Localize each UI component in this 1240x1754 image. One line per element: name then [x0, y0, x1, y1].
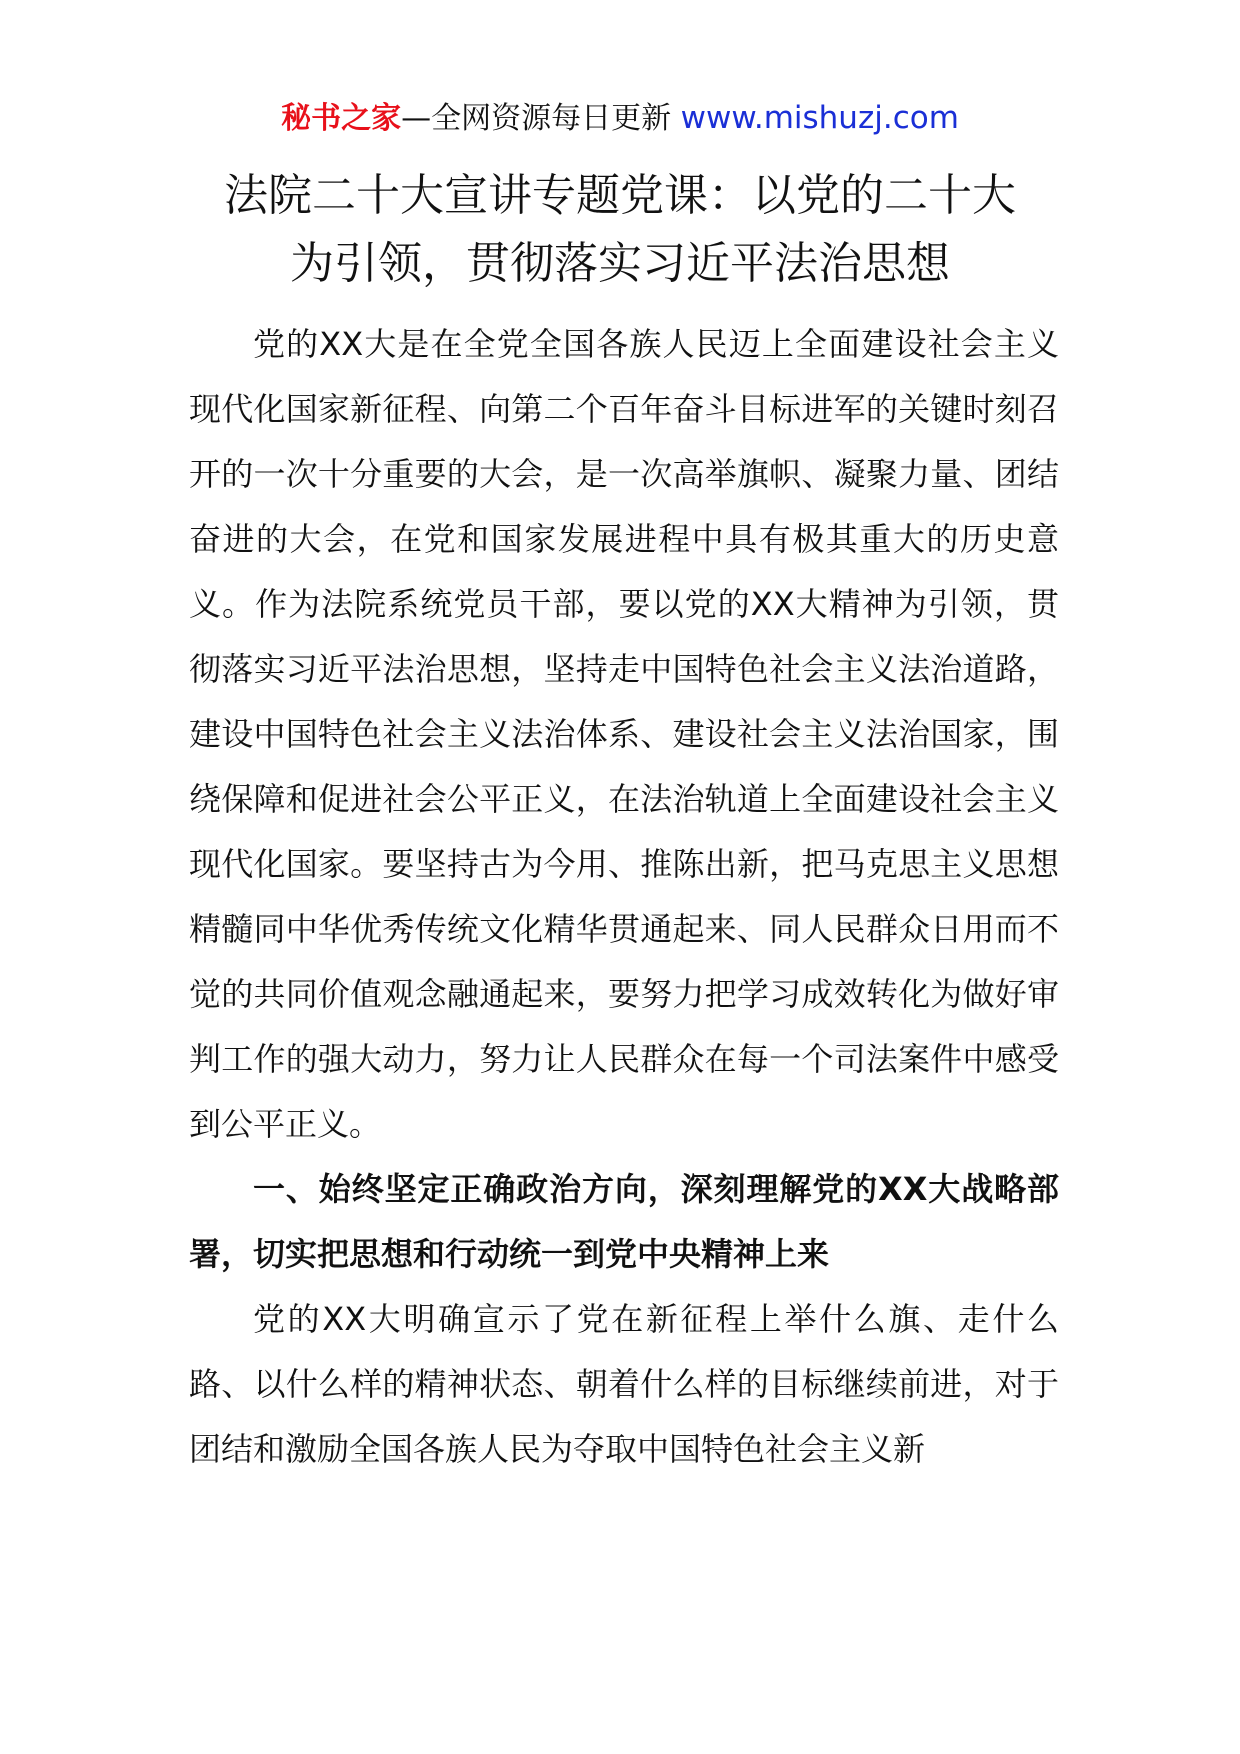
brand-name: 秘书之家: [281, 101, 402, 136]
site-url-link[interactable]: www.mishuzj.com: [680, 100, 959, 136]
site-header: [0, 98, 1240, 139]
document-body: [189, 312, 1059, 1482]
site-tagline: —全网资源每日更新: [401, 101, 672, 136]
document-title: [0, 166, 1240, 302]
title-line-2: 为引领，贯彻落实习近平法治思想: [290, 238, 950, 289]
title-line-1: 法院二十大宣讲专题党课：以党的二十大: [224, 170, 1016, 221]
section-1-heading: 一、始终坚定正确政治方向，深刻理解党的XX大战略部署，切实把思想和行动统一到党中央精神上来: [189, 1170, 1059, 1273]
section-1-paragraph: 党的XX大明确宣示了党在新征程上举什么旗、走什么路、以什么样的精神状态、朝着什么样的目标继续前进，对于团结和激励全国各族人民为夺取中国特色社会主义新: [189, 1300, 1059, 1468]
intro-paragraph: 党的XX大是在全党全国各族人民迈上全面建设社会主义现代化国家新征程、向第二个百年奋斗目标进军的关键时刻召开的一次十分重要的大会，是一次高举旗帜、凝聚力量、团结奋进的大会，在党和国家发展进程中具有极其重大的历史意义。作为法院系统党员干部，要以党的XX大精神为引领，贯彻落实习近平法治思想，坚持走中国特色社会主义法治道路，建设中国特色社会主义法治体系、建设社会主义法治国家，围绕保障和促进社会公平正义，在法治轨道上全面建设社会主义现代化国家。要坚持古为今用、推陈出新，把马克思主义思想精髓同中华优秀传统文化精华贯通起来、同人民群众日用而不觉的共同价值观念融通起来，要努力把学习成效转化为做好审判工作的强大动力，努力让人民群众在每一个司法案件中感受到公平正义。: [189, 325, 1059, 1143]
